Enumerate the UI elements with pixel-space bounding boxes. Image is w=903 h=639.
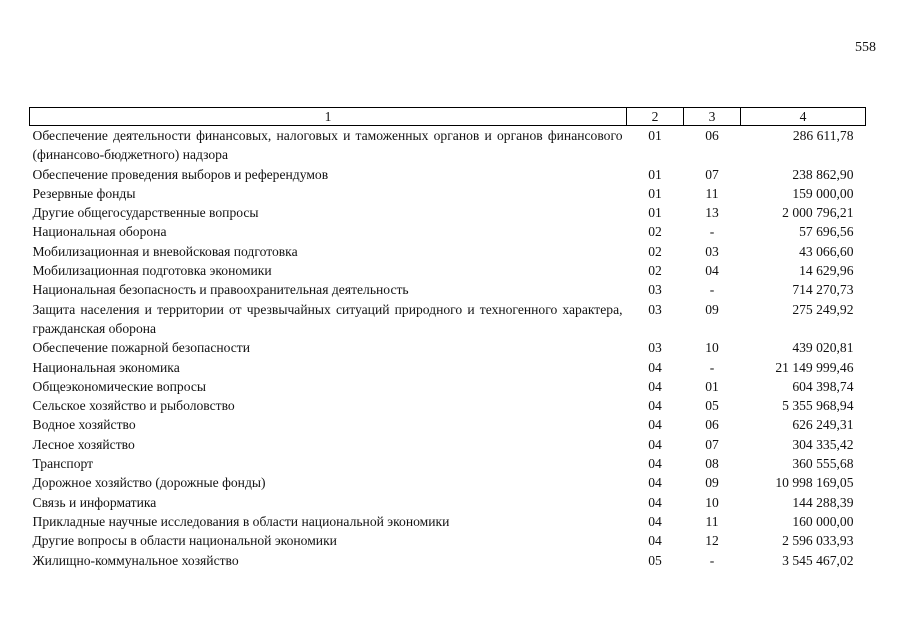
row-subsection: 09	[705, 475, 719, 491]
row-section: 01	[648, 185, 662, 201]
row-subsection: 11	[705, 185, 719, 201]
row-section: 05	[648, 552, 662, 568]
row-subsection: -	[709, 224, 715, 240]
row-amount: 43 066,60	[799, 243, 854, 259]
row-subsection: 07	[705, 166, 719, 182]
table-row	[30, 184, 866, 203]
row-amount: 159 000,00	[792, 185, 854, 201]
row-subsection: 07	[705, 436, 719, 452]
table-row	[30, 126, 866, 165]
row-amount: 439 020,81	[792, 340, 854, 356]
row-subsection: 05	[705, 398, 719, 414]
row-name: Водное хозяйство	[32, 417, 136, 433]
row-name: Национальная экономика	[32, 359, 180, 375]
row-subsection: -	[709, 282, 715, 298]
row-section: 02	[648, 224, 662, 240]
row-section: 02	[648, 263, 662, 279]
row-name: Обеспечение проведения выборов и референдумов	[32, 166, 329, 182]
row-amount: 626 249,31	[792, 417, 854, 433]
row-section: 04	[648, 456, 662, 472]
row-subsection: 10	[705, 340, 719, 356]
row-name: Жилищно-коммунальное хозяйство	[32, 552, 239, 568]
row-amount: 3 545 467,02	[782, 552, 854, 568]
header-amount-column: 4	[741, 108, 866, 126]
header-section-column: 2	[627, 108, 684, 126]
row-amount: 275 249,92	[792, 301, 854, 317]
table-row	[30, 358, 866, 377]
row-section: 04	[648, 378, 662, 394]
row-name: Национальная оборона	[32, 224, 167, 240]
row-subsection: 03	[705, 243, 719, 259]
row-section: 04	[648, 359, 662, 375]
row-amount: 238 862,90	[792, 166, 854, 182]
header-name-column: 1	[30, 108, 627, 126]
table-row	[30, 454, 866, 473]
table-row	[30, 551, 866, 570]
row-amount: 2 000 796,21	[782, 205, 854, 221]
row-name: Мобилизационная подготовка экономики	[32, 263, 272, 279]
table-row	[30, 165, 866, 184]
row-subsection: -	[709, 359, 715, 375]
row-name: Прикладные научные исследования в области национальной экономики	[32, 513, 450, 529]
row-amount: 144 288,39	[792, 494, 854, 510]
row-subsection: 11	[705, 513, 719, 529]
table-row	[30, 493, 866, 512]
row-subsection: 04	[705, 263, 719, 279]
row-subsection: 10	[705, 494, 719, 510]
table-row	[30, 531, 866, 550]
row-name: Резервные фонды	[32, 185, 136, 201]
row-section: 04	[648, 398, 662, 414]
row-amount: 604 398,74	[792, 378, 854, 394]
row-name: Другие общегосударственные вопросы	[32, 205, 259, 221]
row-name: Связь и информатика	[32, 494, 157, 510]
table-row	[30, 338, 866, 357]
row-amount: 21 149 999,46	[775, 359, 854, 375]
row-subsection: 09	[705, 301, 719, 317]
table-row	[30, 415, 866, 434]
row-amount: 10 998 169,05	[775, 475, 854, 491]
table-row	[30, 280, 866, 299]
row-section: 04	[648, 417, 662, 433]
row-subsection: 01	[705, 378, 719, 394]
table-row	[30, 396, 866, 415]
row-name: Дорожное хозяйство (дорожные фонды)	[32, 475, 266, 491]
table-row	[30, 512, 866, 531]
row-amount: 2 596 033,93	[782, 533, 854, 549]
row-subsection: -	[709, 552, 715, 568]
table-row	[30, 242, 866, 261]
row-name: Транспорт	[32, 456, 94, 472]
row-name: Обеспечение пожарной безопасности	[32, 340, 251, 356]
row-amount: 304 335,42	[792, 436, 854, 452]
row-amount: 160 000,00	[792, 513, 854, 529]
page-number: 558	[855, 40, 876, 55]
row-section: 01	[648, 166, 662, 182]
row-name: Другие вопросы в области национальной экономики	[32, 533, 337, 549]
row-section: 01	[648, 128, 662, 143]
table-row	[30, 435, 866, 454]
header-subsection-column: 3	[684, 108, 741, 126]
header-row	[30, 108, 866, 126]
table-row	[30, 473, 866, 492]
row-section: 04	[648, 475, 662, 491]
row-name: Национальная безопасность и правоохранительная деятельность	[32, 282, 409, 298]
row-section: 04	[648, 436, 662, 452]
row-name: Общеэкономические вопросы	[32, 378, 207, 394]
row-subsection: 06	[705, 128, 719, 143]
row-amount: 57 696,56	[799, 224, 854, 240]
table-row	[30, 222, 866, 241]
row-amount: 5 355 968,94	[782, 398, 854, 414]
row-amount: 714 270,73	[792, 282, 854, 298]
row-section: 03	[648, 301, 662, 317]
row-section: 02	[648, 243, 662, 259]
row-section: 04	[648, 533, 662, 549]
table-row	[30, 377, 866, 396]
row-amount: 14 629,96	[799, 263, 854, 279]
row-amount: 286 611,78	[792, 128, 854, 143]
row-name: Обеспечение деятельности финансовых, налоговых и таможенных органов и органов финансового (финансово-бюджетного) надзора	[32, 128, 623, 163]
budget-table	[29, 107, 866, 570]
row-name: Защита населения и территории от чрезвычайных ситуаций природного и техногенного характера, гражданская оборона	[32, 301, 623, 336]
row-section: 03	[648, 340, 662, 356]
row-subsection: 13	[705, 205, 719, 221]
row-subsection: 12	[705, 533, 719, 549]
row-name: Сельское хозяйство и рыболовство	[32, 398, 235, 414]
table-row	[30, 300, 866, 339]
row-name: Мобилизационная и вневойсковая подготовка	[32, 243, 298, 259]
table-row	[30, 261, 866, 280]
row-subsection: 08	[705, 456, 719, 472]
row-amount: 360 555,68	[792, 456, 854, 472]
row-section: 03	[648, 282, 662, 298]
row-section: 04	[648, 494, 662, 510]
row-name: Лесное хозяйство	[32, 436, 135, 452]
row-section: 04	[648, 513, 662, 529]
table-row	[30, 203, 866, 222]
table-body	[30, 126, 866, 570]
row-subsection: 06	[705, 417, 719, 433]
row-section: 01	[648, 205, 662, 221]
